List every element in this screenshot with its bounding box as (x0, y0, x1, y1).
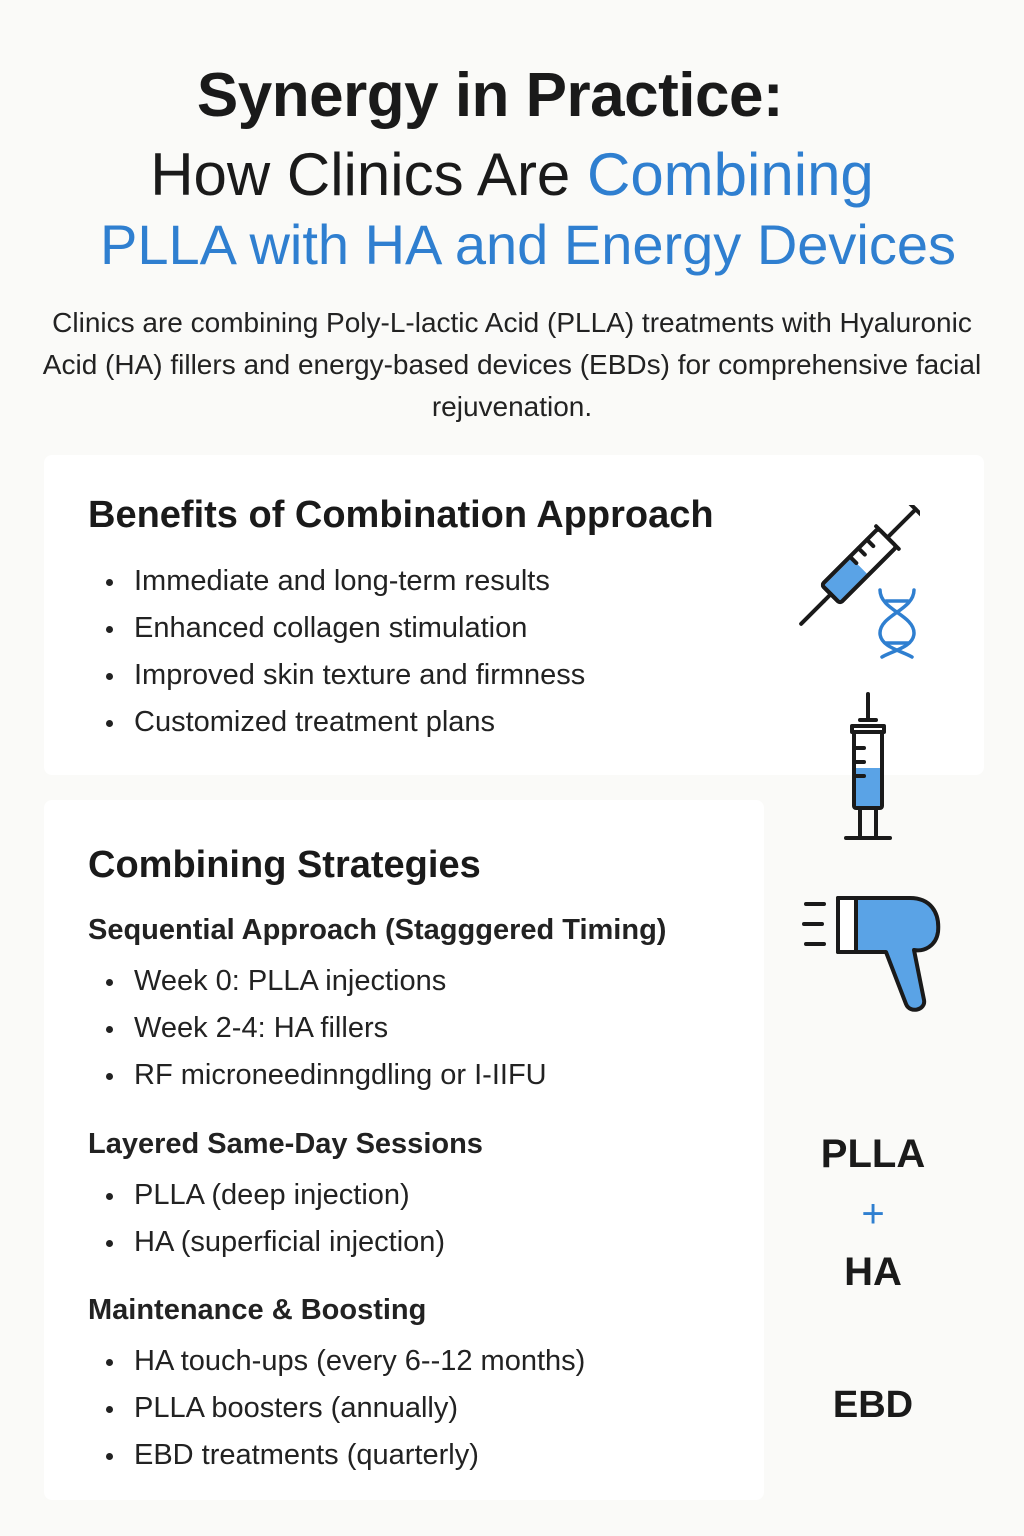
side-label-plla: PLLA (820, 1132, 926, 1176)
list-item: Enhanced collagen stimulation (88, 605, 585, 652)
layered-heading: Layered Same-Day Sessions (88, 1128, 483, 1160)
dna-icon (872, 585, 922, 660)
list-item: Customized treatment plans (88, 699, 585, 746)
side-label-plus: + (861, 1192, 885, 1236)
list-item: HA touch-ups (every 6--12 months) (88, 1338, 585, 1385)
title-line-2-prefix: How Clinics Are (150, 141, 587, 208)
list-item: EBD treatments (quarterly) (88, 1432, 585, 1479)
sequential-heading: Sequential Approach (Stagggered Timing) (88, 914, 667, 946)
list-item: Immediate and long-term results (88, 558, 585, 605)
maintenance-heading: Maintenance & Boosting (88, 1294, 427, 1326)
title-line-2-highlight: Combining (586, 141, 874, 208)
list-item: HA (superficial injection) (88, 1219, 445, 1266)
list-item: Improved skin texture and firmness (88, 652, 585, 699)
list-item: PLLA boosters (annually) (88, 1385, 585, 1432)
energy-device-icon (800, 890, 950, 1020)
title-line-2 (0, 140, 1024, 209)
list-item: Week 0: PLLA injections (88, 958, 547, 1005)
list-item: PLLA (deep injection) (88, 1172, 445, 1219)
side-label-ha: HA (844, 1250, 902, 1294)
side-label-ebd: EBD (832, 1384, 914, 1426)
title-line-1: Synergy in Practice: (196, 61, 784, 130)
vertical-syringe-icon (838, 690, 898, 850)
benefits-heading: Benefits of Combination Approach (88, 494, 714, 536)
intro-text: Clinics are combining Poly-L-lactic Acid (PLLA) treatments with Hyaluronic Acid (HA) fillers and energy-based devices (EBDs) for comprehensive facial rejuvenation. (42, 307, 982, 422)
benefits-list (88, 558, 585, 746)
layered-list (88, 1172, 445, 1266)
strategies-heading: Combining Strategies (88, 844, 481, 886)
list-item: Week 2-4: HA fillers (88, 1005, 547, 1052)
sequential-list (88, 958, 547, 1099)
list-item: RF microneedinngdling or I-IIFU (88, 1052, 547, 1099)
title-line-3: PLLA with HA and Energy Devices (99, 213, 957, 276)
maintenance-list (88, 1338, 585, 1479)
